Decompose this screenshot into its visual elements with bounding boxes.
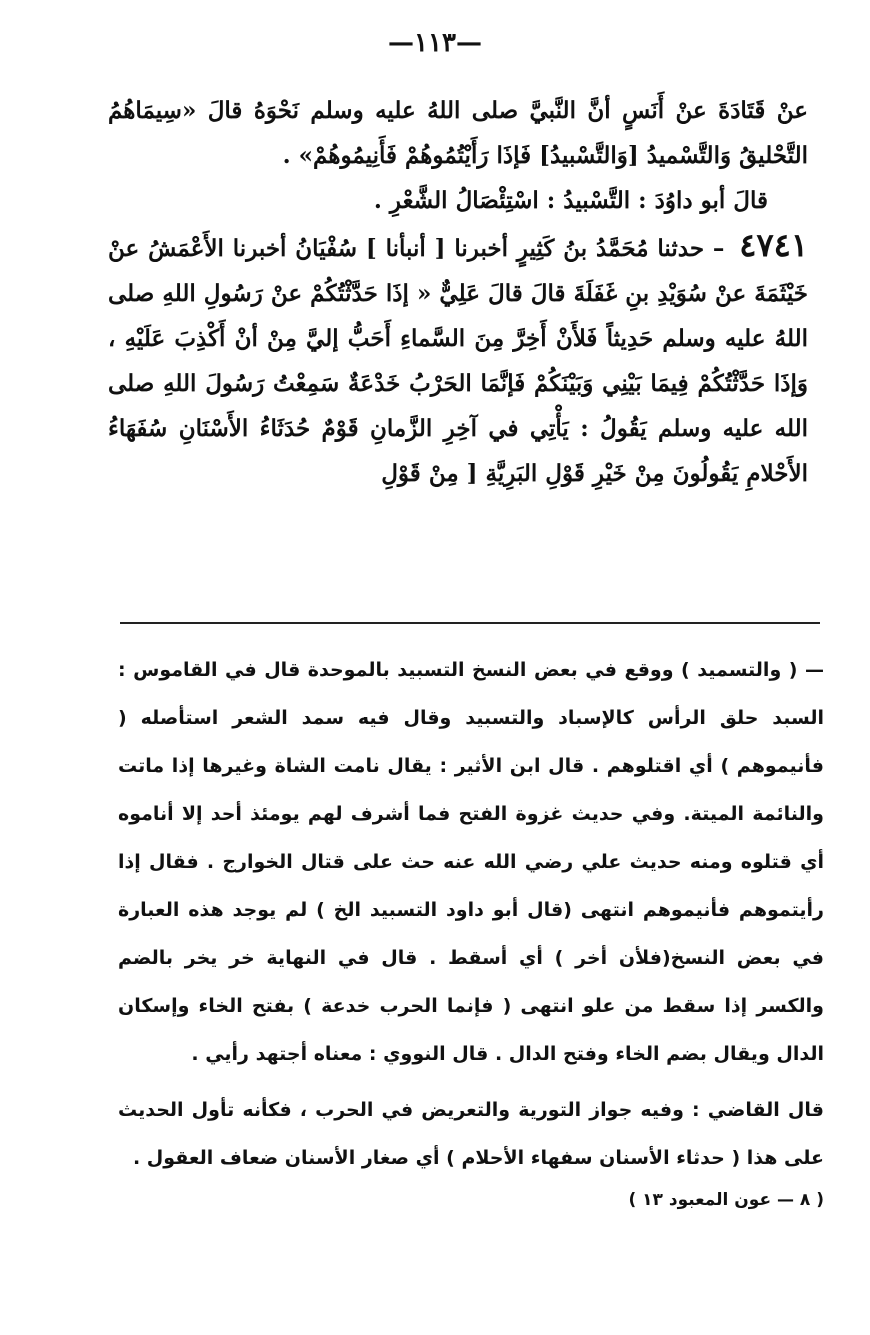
footnote-divider	[120, 622, 820, 624]
hadith-number: ٤٧٤١	[739, 226, 808, 264]
commentary-paragraph: — ( والتسميد ) ووقع في بعض النسخ التسبيد بالموحدة قال في القاموس : السبد حلق الرأس كالإسباد والتسبيد وقال فيه سمد الشعر استأصله ( فأنيموهم ) أي اقتلوهم . قال ابن الأثير : يقال نامت الشاة وغيرها إذا ماتت والنائمة الميتة. وفي حديث غزوة الفتح فما أشرف لهم يومئذ أحد إلا أناموه أي قتلوه ومنه حديث علي رضي الله عنه حث على قتال الخوارج . فقال إذا رأيتموهم فأنيموهم انتهى (قال أبو داود التسبيد الخ ) لم يوجد هذه العبارة في بعض النسخ(فلأن أخر ) أي أسقط . قال في النهاية خر يخر بالضم والكسر إذا سقط من علو انتهى ( فإنما الحرب خدعة ) بفتح الخاء وإسكان الدال ويقال بضم الخاء وفتح الدال . قال النووي : معناه أجتهد رأيي .	[118, 659, 824, 1065]
abu-dawud-comment: قالَ أبو داوُدَ : التَّسْبيدُ : اسْتِئْصَالُ الشَّعْرِ .	[373, 187, 768, 214]
commentary-notes	[118, 646, 824, 1182]
hadith-4741	[108, 223, 808, 496]
hadith-continuation: عنْ قَتَادَةَ عنْ أَنَسٍ أنَّ النَّبيَّ صلى اللهُ عليه وسلم نَحْوَهُ قالَ «سِيمَاهُمُ التَّحْليقُ وَالتَّسْميدُ [وَالتَّسْبيدُ] فَإذَا رَأَيْتُمُوهُمْ فَأَنِيمُوهُمْ» .	[108, 97, 808, 169]
hadith-text: – حدثنا مُحَمَّدُ بنُ كَثِيرٍ أخبرنا [ أنبأنا ] سُفْيَانُ أخبرنا الأَعْمَشُ عنْ خَيْثَمَةَ عنْ سُوَيْدِ بنِ غَفَلَةَ قالَ قالَ عَلِيٌّ « إذَا حَدَّثْتُكُمْ عنْ رَسُولِ اللهِ صلى اللهُ عليه وسلم حَدِيثاً فَلأَنْ أَخِرَّ مِنَ السَّماءِ أَحَبُّ إليَّ مِنْ أنْ أَكْذِبَ عَلَيْهِ ، وَإذَا حَدَّثْتُكُمْ فِيمَا بَيْنِي وَبَيْنَكُمْ فَإنَّمَا الحَرْبُ خَدْعَةٌ سَمِعْتُ رَسُولَ اللهِ صلى الله عليه وسلم يَقُولُ : يَأْتِي في آخِرِ الزَّمانِ قَوْمٌ حُدَثَاءُ الأَسْنَانِ سُفَهَاءُ الأَحْلامِ يَقُولُونَ مِنْ خَيْرِ قَوْلِ البَرِيَّةِ [ مِنْ قَوْلِ	[108, 235, 808, 487]
qadi-paragraph: قال القاضي : وفيه جواز التورية والتعريض في الحرب ، فكأنه تأول الحديث على هذا ( حدثاء الأسنان سفهاء الأحلام ) أي صغار الأسنان ضعاف العقول .	[118, 1099, 824, 1169]
signature-mark: ( ٨ — عون المعبود ١٣ )	[628, 1190, 824, 1210]
main-text	[108, 88, 808, 496]
page-number: —١١٣—	[388, 28, 482, 58]
